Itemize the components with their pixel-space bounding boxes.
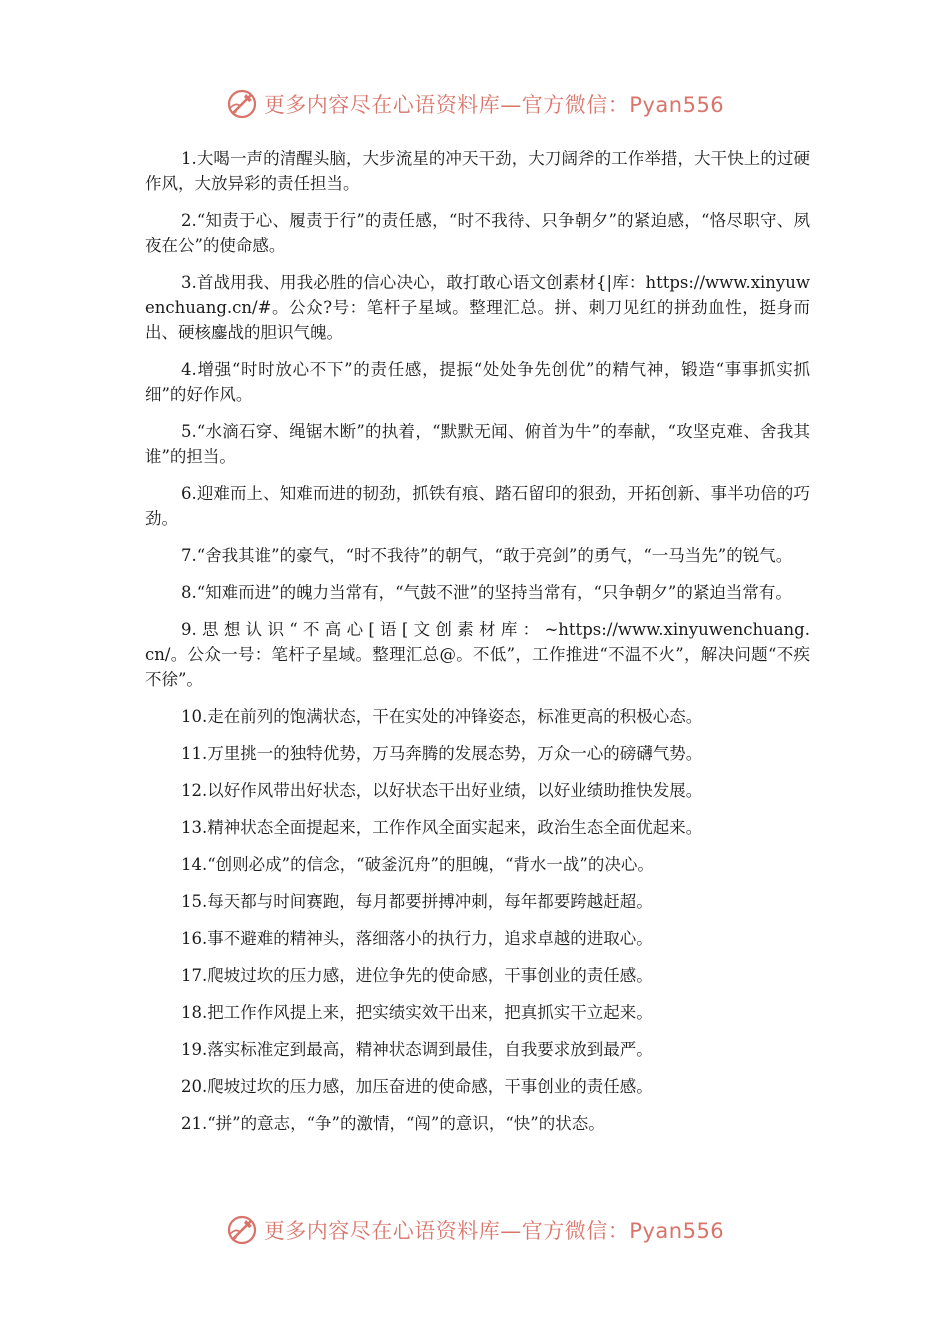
list-item: 11.万里挑一的独特优势，万马奔腾的发展态势，万众一心的磅礴气势。 — [181, 744, 703, 763]
list-item: 19.落实标准定到最高，精神状态调到最佳，自我要求放到最严。 — [181, 1040, 653, 1059]
list-item: 9. 思 想 认 识 “ 不 高 心 [ 语 [ 文 创 素 材 库 ： ~https://www.xinyuwenchuang.cn/。公众一号：笔杆子星域。整理汇总@。不低”，工作推进“不温不火”，解决问题“不疾不徐”。 — [145, 620, 810, 689]
list-item: 13.精神状态全面提起来，工作作风全面实起来，政治生态全面优起来。 — [181, 818, 703, 837]
list-item: 17.爬坡过坎的压力感，进位争先的使命感，干事创业的责任感。 — [181, 966, 653, 985]
list-item: 7.“舍我其谁”的豪气，“时不我待”的朝气，“敢于亮剑”的勇气，“一马当先”的锐气。 — [181, 546, 793, 565]
header-banner-text: 更多内容尽在心语资料库—官方微信：Pyan556 — [263, 93, 725, 117]
header-banner — [0, 84, 950, 124]
list-item: 16.事不避难的精神头，落细落小的执行力，追求卓越的进取心。 — [181, 929, 653, 948]
list-item: 10.走在前列的饱满状态，干在实处的冲锋姿态，标准更高的积极心态。 — [181, 707, 703, 726]
list-item: 21.“拼”的意志，“争”的激情，“闯”的意识，“快”的状态。 — [181, 1114, 605, 1133]
pen-logo-icon — [226, 88, 258, 120]
list-item: 2.“知责于心、履责于行”的责任感，“时不我待、只争朝夕”的紧迫感，“恪尽职守、夙夜在公”的使命感。 — [145, 211, 810, 255]
list-item: 12.以好作风带出好状态，以好状态干出好业绩，以好业绩助推快发展。 — [181, 781, 703, 800]
list-item: 4.增强“时时放心不下”的责任感，提振“处处争先创优”的精气神，锻造“事事抓实抓细”的好作风。 — [145, 360, 810, 404]
list-item: 20.爬坡过坎的压力感，加压奋进的使命感，干事创业的责任感。 — [181, 1077, 653, 1096]
list-item: 18.把工作作风提上来，把实绩实效干出来，把真抓实干立起来。 — [181, 1003, 653, 1022]
list-item: 1.大喝一声的清醒头脑，大步流星的冲天干劲，大刀阔斧的工作举措，大干快上的过硬作风，大放异彩的责任担当。 — [145, 149, 810, 193]
list-item: 3.首战用我、用我必胜的信心决心，敢打敢心语文创素材{|库：https://www.xinyuwenchuang.cn/#。公众?号：笔杆子星域。整理汇总。拼、刺刀见红的拼劲血性，挺身而出、硬核鏖战的胆识气魄。 — [145, 273, 810, 342]
footer-banner — [0, 1210, 950, 1250]
list-item: 15.每天都与时间赛跑，每月都要拼搏冲刺，每年都要跨越赶超。 — [181, 892, 653, 911]
list-item: 5.“水滴石穿、绳锯木断”的执着，“默默无闻、俯首为牛”的奉献，“攻坚克难、舍我其谁”的担当。 — [145, 422, 810, 466]
list-item: 8.“知难而进”的魄力当常有，“气鼓不泄”的坚持当常有，“只争朝夕”的紧迫当常有。 — [181, 583, 792, 602]
list-item: 14.“创则必成”的信念，“破釜沉舟”的胆魄，“背水一战”的决心。 — [181, 855, 654, 874]
list-item: 6.迎难而上、知难而进的韧劲，抓铁有痕、踏石留印的狠劲，开拓创新、事半功倍的巧劲。 — [145, 484, 810, 528]
pen-logo-icon — [226, 1214, 258, 1246]
document-body — [145, 146, 810, 1148]
footer-banner-text: 更多内容尽在心语资料库—官方微信：Pyan556 — [263, 1219, 725, 1243]
